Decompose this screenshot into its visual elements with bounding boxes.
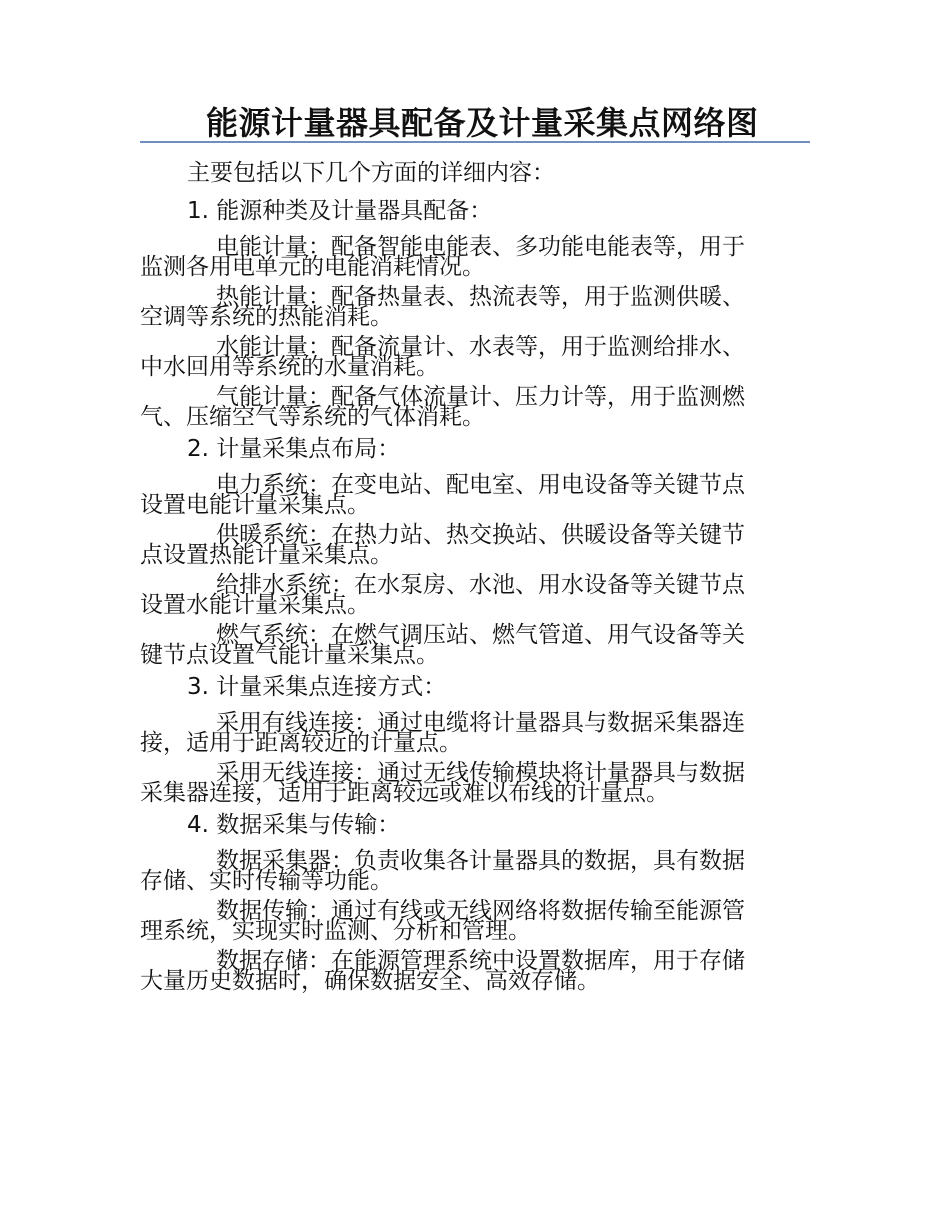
paragraph: [140, 708, 800, 754]
paragraph-line: 点设置热能计量采集点。: [140, 542, 393, 568]
section-heading: 1. 能源种类及计量器具配备：: [187, 198, 493, 224]
paragraph-line: 数据传输：通过有线或无线网络将数据传输至能源管: [216, 898, 745, 924]
document-title: 能源计量器具配备及计量采集点网络图: [206, 104, 759, 142]
title-block: [140, 103, 810, 143]
paragraph-line: 数据采集器：负责收集各计量器具的数据，具有数据: [216, 848, 745, 874]
paragraph: [140, 332, 800, 378]
paragraph: [140, 470, 800, 516]
paragraph-line: 大量历史数据时，确保数据安全、高效存储。: [140, 968, 600, 994]
paragraph-line: 气、压缩空气等系统的气体消耗。: [140, 404, 485, 430]
paragraph-line: 接，适用于距离较近的计量点。: [140, 730, 462, 756]
paragraph-line: 空调等系统的热能消耗。: [140, 304, 393, 330]
paragraph-line: 电力系统：在变电站、配电室、用电设备等关键节点: [216, 472, 745, 498]
paragraph-line: 采用有线连接：通过电缆将计量器具与数据采集器连: [216, 710, 745, 736]
paragraph-line: 水能计量：配备流量计、水表等，用于监测给排水、: [216, 334, 745, 360]
paragraph-line: 存储、实时传输等功能。: [140, 868, 393, 894]
paragraph: [140, 520, 800, 566]
paragraph-line: 键节点设置气能计量采集点。: [140, 642, 439, 668]
paragraph: [140, 758, 800, 804]
paragraph: [140, 896, 800, 942]
paragraph-line: 电能计量：配备智能电能表、多功能电能表等，用于: [216, 234, 745, 260]
paragraph-line: 监测各用电单元的电能消耗情况。: [140, 254, 485, 280]
paragraph-line: 设置水能计量采集点。: [140, 592, 370, 618]
paragraph-line: 给排水系统：在水泵房、水池、用水设备等关键节点: [216, 572, 745, 598]
paragraph-line: 供暖系统：在热力站、热交换站、供暖设备等关键节: [216, 522, 745, 548]
paragraph: [140, 946, 800, 992]
intro-text: 主要包括以下几个方面的详细内容：: [187, 160, 555, 186]
paragraph: [140, 570, 800, 616]
paragraph-line: 热能计量：配备热量表、热流表等，用于监测供暖、: [216, 284, 745, 310]
paragraph-line: 采用无线连接：通过无线传输模块将计量器具与数据: [216, 760, 745, 786]
paragraph: [140, 382, 800, 428]
paragraph-line: 数据存储：在能源管理系统中设置数据库，用于存储: [216, 948, 745, 974]
paragraph: [140, 846, 800, 892]
section-heading: 4. 数据采集与传输：: [187, 812, 401, 838]
section-heading: 3. 计量采集点连接方式：: [187, 674, 447, 700]
paragraph-line: 中水回用等系统的水量消耗。: [140, 354, 439, 380]
paragraph: [140, 232, 800, 278]
paragraph: [140, 620, 800, 666]
paragraph: [140, 282, 800, 328]
paragraph-line: 气能计量：配备气体流量计、压力计等，用于监测燃: [216, 384, 745, 410]
paragraph-line: 采集器连接，适用于距离较远或难以布线的计量点。: [140, 780, 669, 806]
section-heading: 2. 计量采集点布局：: [187, 436, 401, 462]
paragraph-line: 燃气系统：在燃气调压站、燃气管道、用气设备等关: [216, 622, 745, 648]
paragraph-line: 设置电能计量采集点。: [140, 492, 370, 518]
paragraph-line: 理系统，实现实时监测、分析和管理。: [140, 918, 531, 944]
document-body: [140, 156, 800, 995]
